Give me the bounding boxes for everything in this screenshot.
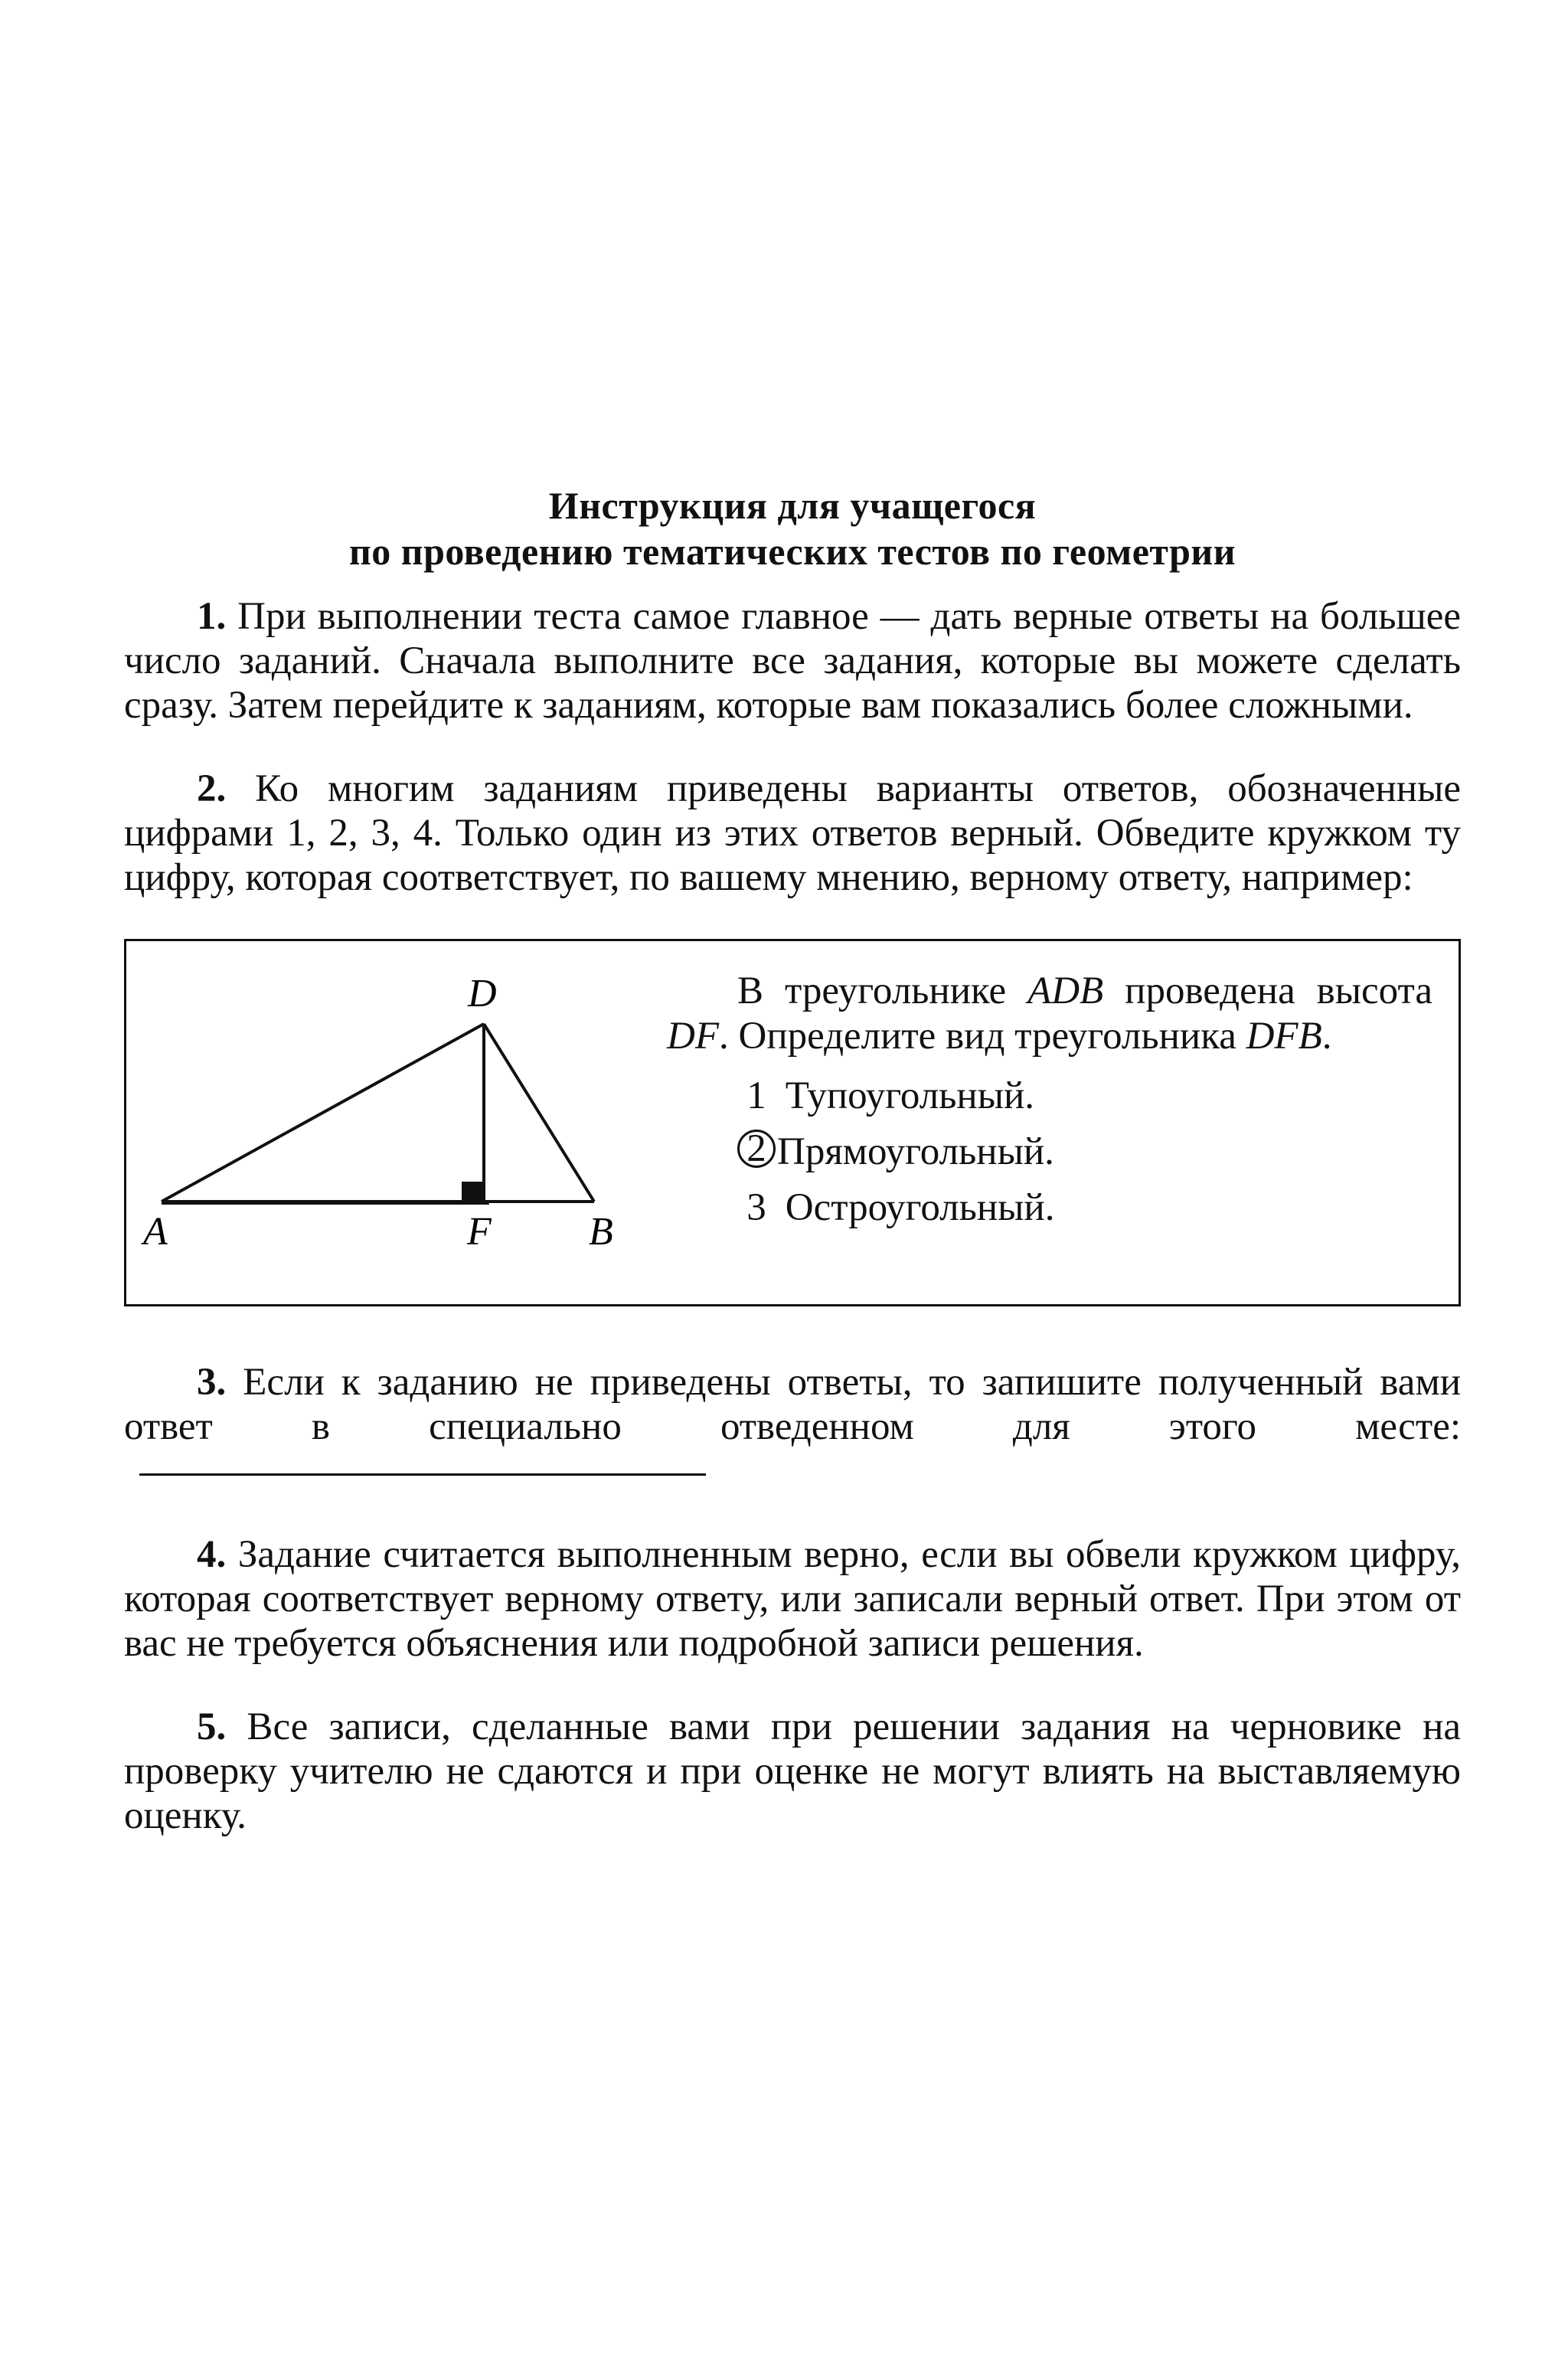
triangle-figure: [126, 941, 662, 1309]
vertex-label-d: D: [468, 972, 497, 1015]
instruction-item-2: [124, 767, 1461, 900]
instruction-item-5: [124, 1705, 1461, 1838]
circled-option-number: 2: [737, 1130, 776, 1168]
answer-option-2[interactable]: [737, 1124, 1432, 1180]
triangle-lines: [162, 1024, 594, 1203]
item-number: 5.: [197, 1705, 227, 1748]
problem-variable: ADB: [1027, 970, 1104, 1012]
instruction-item-4: [124, 1532, 1461, 1666]
side-db: [484, 1024, 594, 1202]
problem-text-part: . Определите вид треугольника: [718, 1015, 1246, 1058]
option-text: Остроугольный.: [785, 1186, 1055, 1229]
item-text: Все записи, сделанные вами при решении задания на черновике на проверку учителю не сдаются и при оценке не могут влиять на выставляемую оценку.: [124, 1705, 1461, 1837]
item-number: 2.: [197, 767, 227, 810]
vertex-label-a: A: [143, 1210, 168, 1254]
document-title: [124, 482, 1461, 574]
document-page: [124, 482, 1461, 1877]
title-line-1: Инструкция для учащегося: [548, 484, 1037, 527]
option-number: 1: [746, 1074, 766, 1117]
problem-text-part: .: [1321, 1015, 1332, 1058]
problem-variable: DF: [667, 1015, 719, 1058]
title-line-2: по проведению тематических тестов по геометрии: [348, 530, 1236, 573]
answer-options: [667, 1068, 1432, 1236]
item-number: 4.: [197, 1533, 227, 1576]
problem-text-part: проведена высота: [1103, 970, 1432, 1012]
answer-option-3[interactable]: [737, 1180, 1432, 1236]
answer-option-1[interactable]: [737, 1068, 1432, 1124]
problem-statement: [667, 969, 1432, 1059]
item-text: Если к заданию не приведены ответы, то запишите полученный вами ответ в специально отведенном для этого месте:: [124, 1361, 1462, 1448]
answer-blank-line[interactable]: [139, 1473, 706, 1476]
item-number: 1.: [197, 595, 227, 638]
item-text: Задание считается выполненным верно, если вы обвели кружком цифру, которая соответствует верному ответу, или записали верный ответ. При этом от вас не требуется объяснения или подробной записи решения.: [124, 1533, 1461, 1665]
vertex-label-b: B: [589, 1210, 613, 1254]
instruction-item-1: [124, 594, 1461, 728]
problem-variable: DFB: [1246, 1015, 1322, 1058]
instruction-item-3: [124, 1360, 1461, 1493]
option-text: Тупоугольный.: [785, 1074, 1034, 1117]
example-problem: [667, 969, 1432, 1236]
option-number: 3: [746, 1186, 766, 1229]
right-angle-mark: [462, 1182, 483, 1202]
item-text: При выполнении теста самое главное — дать верные ответы на большее число заданий. Сначала выполните все задания, которые вы можете сделать сразу. Затем перейдите к заданиям, которые вам показались более сложными.: [124, 595, 1461, 727]
side-ad-slope: [162, 1024, 484, 1202]
item-text: Ко многим заданиям приведены варианты ответов, обозначенные цифрами 1, 2, 3, 4. Только один из этих ответов верный. Обведите кружком ту цифру, которая соответствует, по вашему мнению, верному ответу, например:: [124, 767, 1461, 899]
item-number: 3.: [197, 1361, 227, 1404]
vertex-label-f: F: [467, 1210, 492, 1254]
example-box: [124, 939, 1461, 1306]
problem-text-part: В треугольнике: [737, 970, 1028, 1012]
option-text: Прямоугольный.: [777, 1130, 1054, 1173]
